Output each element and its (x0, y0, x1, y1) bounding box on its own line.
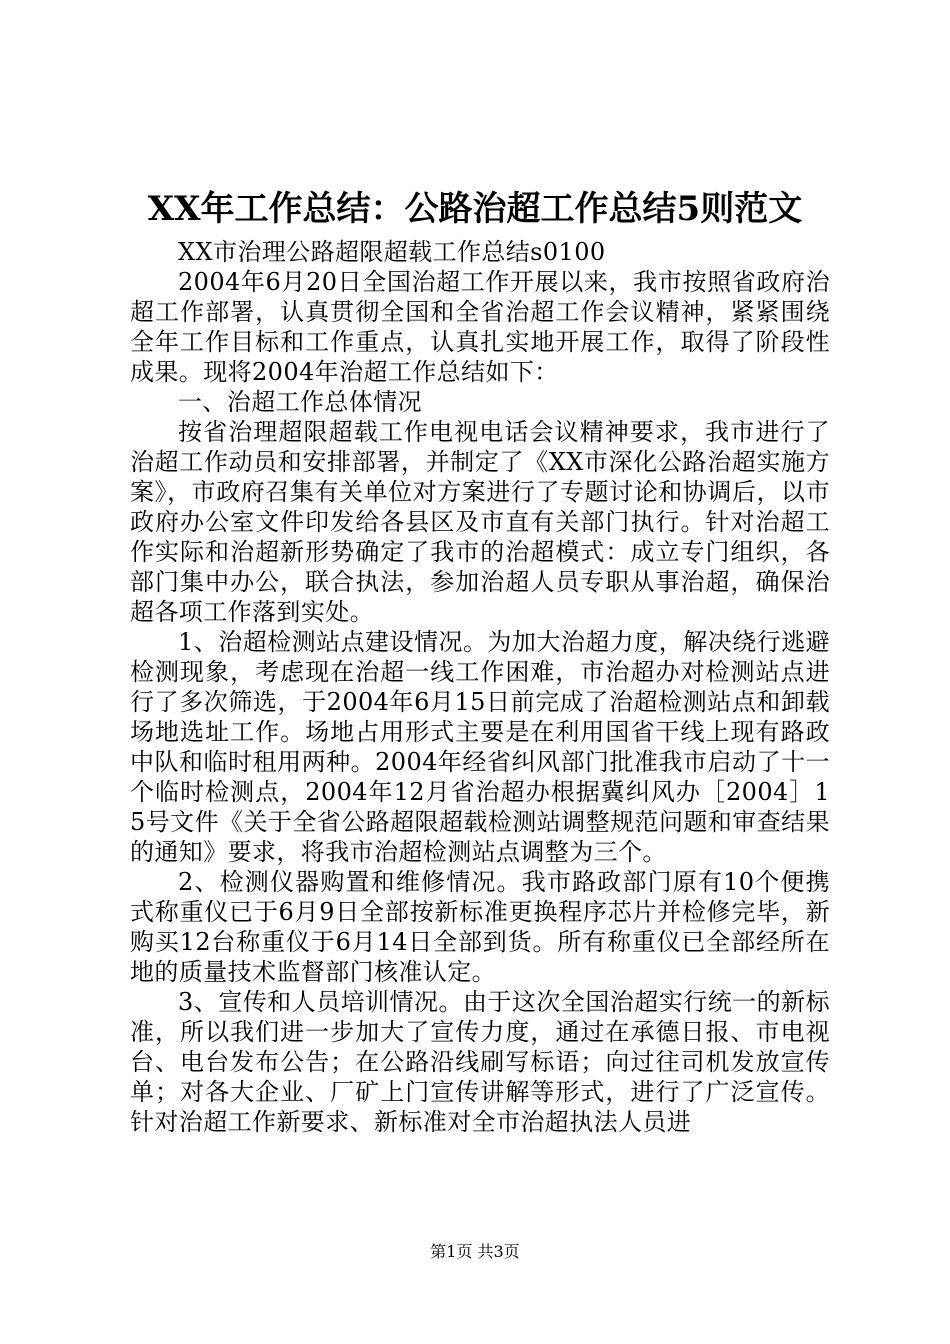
paragraph-intro: 2004年6月20日全国治超工作开展以来，我市按照省政府治超工作部署，认真贯彻全国和全省治超工作会议精神，紧紧围绕全年工作目标和工作重点，认真扎实地开展工作，取得了阶段性成果。现将2004年治超工作总结如下： (130, 268, 830, 386)
document-body (130, 237, 830, 1137)
paragraph-item-2: 2、检测仪器购置和维修情况。我市路政部门原有10个便携式称重仪已于6月9日全部按新标准更换程序芯片并检修完毕，新购买12台称重仪于6月14日全部到货。所有称重仪已全部经所在地的质量技术监督部门核准认定。 (130, 868, 830, 986)
paragraph-subtitle: XX市治理公路超限超载工作总结s0100 (178, 238, 606, 266)
paragraph-item-3: 3、宣传和人员培训情况。由于这次全国治超实行统一的新标准，所以我们进一步加大了宣传力度，通过在承德日报、市电视台、电台发布公告；在公路沿线刷写标语；向过往司机发放宣传单；对各大企业、厂矿上门宣传讲解等形式，进行了广泛宣传。针对治超工作新要求、新标准对全市治超执法人员进 (130, 988, 830, 1136)
document-title: XX年工作总结：公路治超工作总结5则范文 (147, 189, 803, 229)
section-heading: 一、治超工作总体情况 (178, 388, 422, 416)
paragraph-overview: 按省治理超限超载工作电视电话会议精神要求，我市进行了治超工作动员和安排部署，并制定了《XX市深化公路治超实施方案》，市政府召集有关单位对方案进行了专题讨论和协调后，以市政府办公室文件印发给各县区及市直有关部门执行。针对治超工作实际和治超新形势确定了我市的治超模式：成立专门组织，各部门集中办公，联合执法，参加治超人员专职从事治超，确保治超各项工作落到实处。 (130, 418, 830, 626)
page-footer: 第1页 共3页 (430, 1242, 520, 1261)
paragraph-item-1: 1、治超检测站点建设情况。为加大治超力度，解决绕行逃避检测现象，考虑现在治超一线工作困难，市治超办对检测站点进行了多次筛选，于2004年6月15日前完成了治超检测站点和卸载场地选址工作。场地占用形式主要是在利用国省干线上现有路政中队和临时租用两种。2004年经省纠风部门批准我市启动了十一个临时检测点，2004年12月省治超办根据冀纠风办［2004］15号文件《关于全省公路超限超载检测站调整规范问题和审查结果的通知》要求，将我市治超检测站点调整为三个。 (130, 628, 830, 866)
